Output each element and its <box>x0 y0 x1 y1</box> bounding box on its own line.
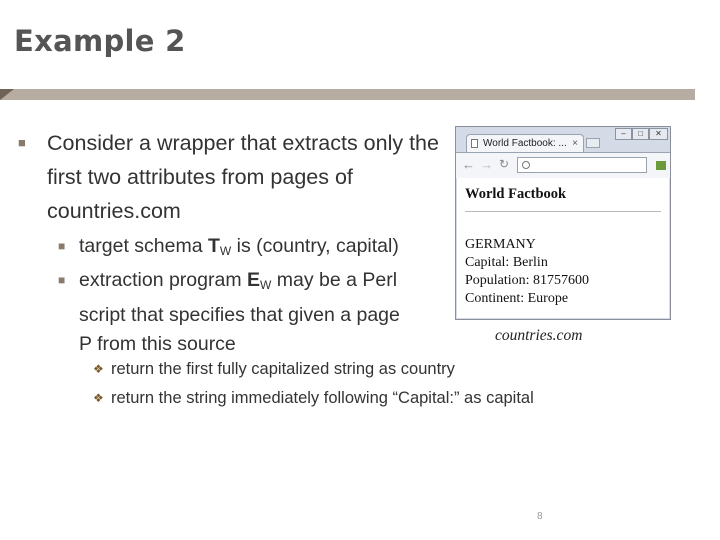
tab-close-icon: × <box>572 138 578 149</box>
schema-subscript: W <box>219 244 232 258</box>
bullet-text: Consider a wrapper that extracts only the first two attributes from pages of countries.com <box>47 131 439 223</box>
document-icon <box>471 139 478 148</box>
program-subscript: W <box>260 278 272 292</box>
page-number: 8 <box>537 511 543 522</box>
bullet-text-suffix: is (country, capital) <box>231 235 399 257</box>
page-heading: World Factbook <box>465 186 567 202</box>
bullet-text-prefix: extraction program <box>79 269 247 291</box>
bullet-text: return the string immediately following “Capital:” as capital <box>111 389 534 407</box>
title-divider-notch <box>0 89 14 100</box>
maximize-icon: □ <box>632 128 649 140</box>
figure-caption: countries.com <box>495 327 583 344</box>
bullet-level3-country <box>93 358 653 380</box>
browser-screenshot <box>455 126 671 320</box>
bullet-text-prefix: target schema <box>79 235 208 257</box>
back-arrow-icon: ← <box>462 157 475 172</box>
bullet-level2-schema <box>58 232 438 267</box>
schema-symbol: T <box>207 235 220 257</box>
reload-icon: ↻ <box>499 157 510 171</box>
browser-tab <box>466 134 584 152</box>
program-symbol: E <box>247 269 261 291</box>
search-icon <box>522 161 530 169</box>
page-line: Continent: Europe <box>465 291 569 306</box>
menu-icon <box>656 161 666 170</box>
bullet-level3-capital <box>93 387 653 409</box>
close-window-icon: ✕ <box>649 128 668 140</box>
square-bullet-icon: ■ <box>58 273 66 287</box>
page-line: Population: 81757600 <box>465 273 590 288</box>
bullet-text-suffix: may be a Perl script that specifies that given a page P from this source <box>79 269 400 355</box>
page-content <box>465 236 589 308</box>
square-bullet-icon: ■ <box>58 239 66 253</box>
forward-arrow-icon: → <box>480 157 493 172</box>
address-bar <box>517 157 647 173</box>
diamond-bullet-icon: ❖ <box>93 391 104 405</box>
slide-title: Example 2 <box>14 24 186 58</box>
tab-label: World Factbook: ... <box>483 138 567 149</box>
browser-page <box>457 178 669 318</box>
bullet-level1 <box>18 126 438 228</box>
bullet-text: return the first fully capitalized string as country <box>111 360 455 378</box>
minimize-icon: – <box>615 128 632 140</box>
page-line: GERMANY <box>465 237 536 252</box>
new-tab-icon <box>586 138 600 148</box>
bullet-level2-program <box>58 266 413 360</box>
title-divider <box>0 89 695 100</box>
page-line: Capital: Berlin <box>465 255 548 270</box>
diamond-bullet-icon: ❖ <box>93 362 104 376</box>
page-divider <box>465 211 661 212</box>
square-bullet-icon: ■ <box>18 135 26 150</box>
browser-toolbar <box>456 152 670 178</box>
